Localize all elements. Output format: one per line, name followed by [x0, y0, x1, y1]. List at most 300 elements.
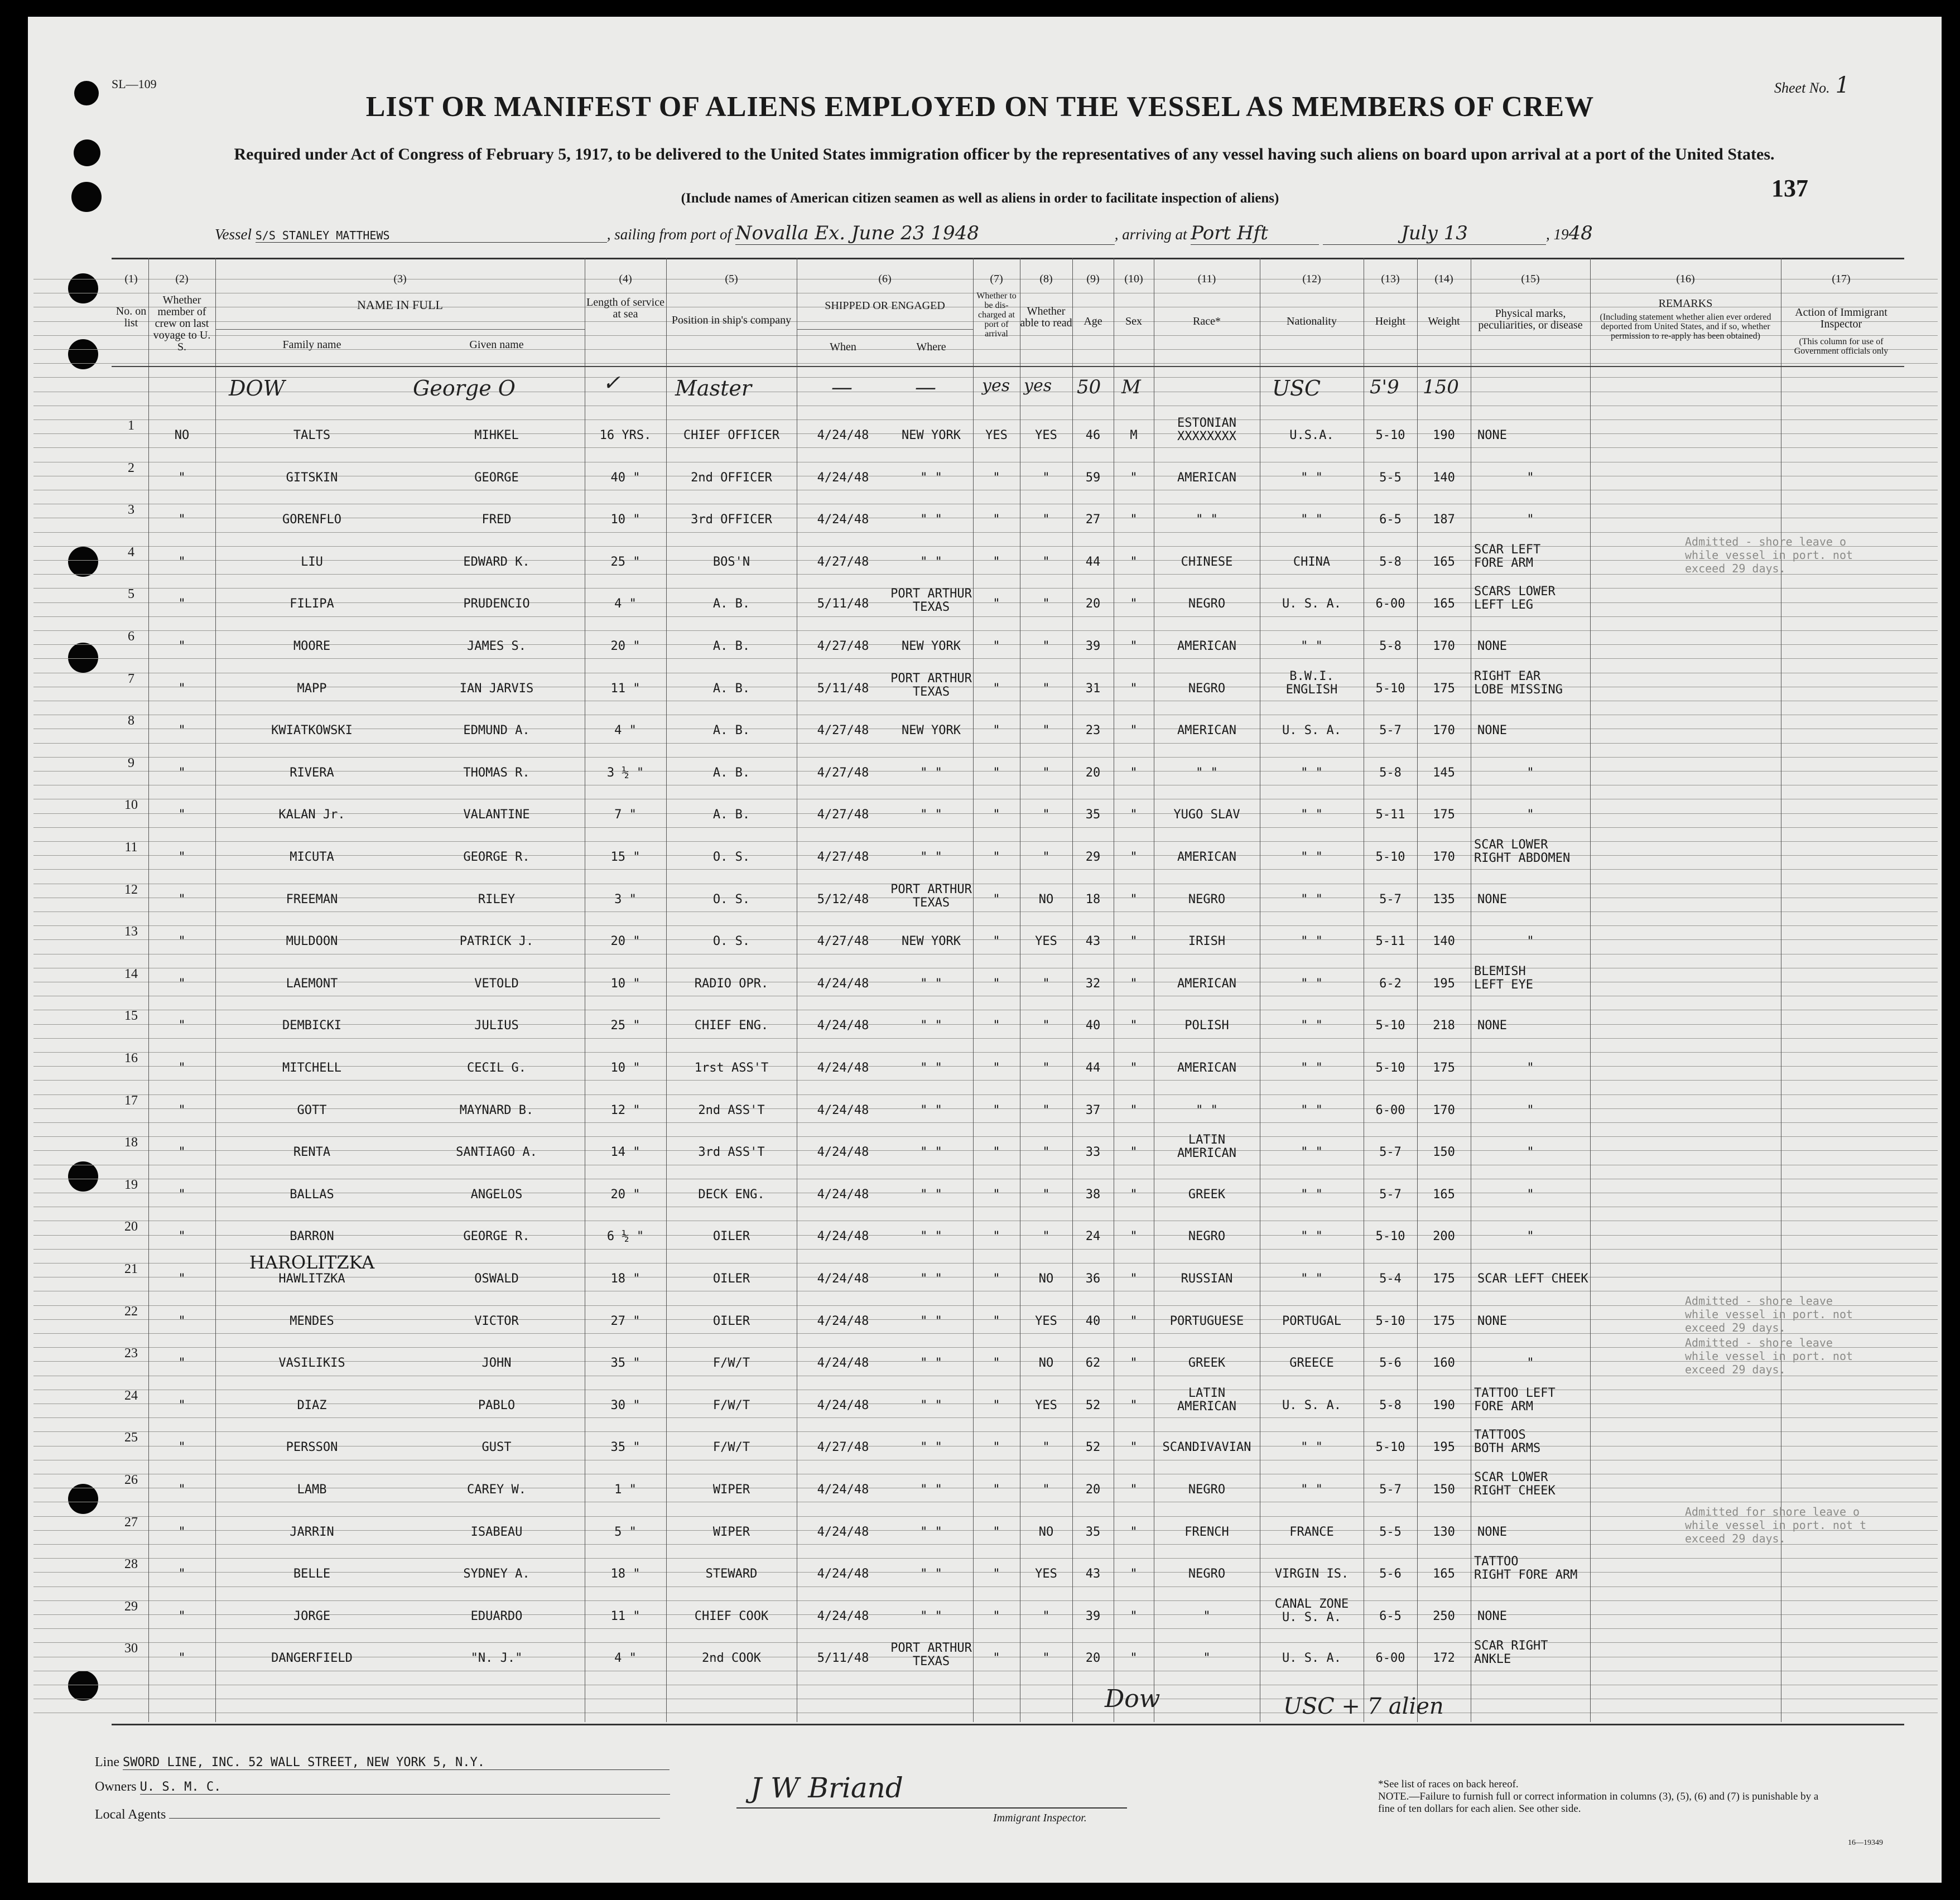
- line-label: Line: [95, 1755, 119, 1769]
- family-name: TALTS: [293, 428, 331, 442]
- col-header-position: Position in ship's company: [671, 314, 792, 326]
- able-to-read: ": [1042, 1145, 1050, 1160]
- prev-voyage: ": [178, 765, 186, 780]
- family-name: JARRIN: [290, 1525, 334, 1539]
- physical-marks: NONE: [1477, 1019, 1507, 1033]
- able-to-read: ": [1042, 1440, 1050, 1455]
- col-header-when: When: [830, 341, 856, 353]
- age: 38: [1085, 1187, 1101, 1202]
- include-note: (Include names of American citizen seamen as well as aliens in order to facilitate inspection of aliens): [681, 191, 1279, 206]
- engaged-where-2: TEXAS: [912, 600, 950, 615]
- prev-voyage: ": [178, 639, 186, 653]
- engaged-where: " ": [920, 1567, 942, 1581]
- height: 5-6: [1379, 1356, 1402, 1371]
- family-name: GITSKIN: [286, 470, 338, 485]
- engaged-where: " ": [920, 470, 942, 485]
- race: NEGRO: [1188, 892, 1226, 906]
- family-name: HAWLITZKA: [278, 1272, 345, 1286]
- service-length: 4 ": [614, 1651, 637, 1666]
- able-to-read: NO: [1038, 1272, 1054, 1286]
- row-number: 19: [124, 1177, 138, 1192]
- inspector-label: Immigrant Inspector.: [993, 1812, 1087, 1824]
- given-name: VICTOR: [474, 1314, 519, 1328]
- ruling-line: [33, 1544, 1938, 1545]
- physical-marks: ": [1526, 1229, 1534, 1244]
- sex: ": [1130, 1229, 1138, 1244]
- ruling-line: [33, 1052, 1938, 1053]
- age: 36: [1085, 1272, 1101, 1286]
- race: AMERICAN: [1177, 470, 1236, 485]
- family-name: MICUTA: [290, 850, 334, 864]
- physical-marks: ": [1526, 934, 1534, 949]
- ship-position: A. B.: [712, 639, 750, 653]
- service-length: 5 ": [614, 1525, 637, 1539]
- agents-label: Local Agents: [95, 1807, 166, 1822]
- engaged-when: 5/12/48: [817, 892, 869, 906]
- race: IRISH: [1188, 934, 1226, 949]
- family-name: MAPP: [297, 681, 327, 696]
- race: GREEK: [1188, 1356, 1226, 1371]
- col-num: (15): [1521, 273, 1540, 285]
- engaged-where: " ": [920, 1525, 942, 1539]
- prev-voyage: ": [178, 934, 186, 949]
- row-number: 1: [128, 418, 134, 433]
- print-number: 16—19349: [1848, 1839, 1883, 1847]
- age: 35: [1085, 808, 1101, 822]
- service-length: 20 ": [610, 934, 641, 949]
- physical-marks: SCAR RIGHT: [1474, 1639, 1548, 1653]
- col-num: (8): [1039, 273, 1053, 285]
- prev-voyage: ": [178, 513, 186, 527]
- nationality: PORTUGAL: [1282, 1314, 1341, 1328]
- ship-position: F/W/T: [712, 1356, 750, 1371]
- nationality-2: U. S. A.: [1282, 1610, 1341, 1624]
- height: 5-8: [1379, 554, 1402, 569]
- height: 5-8: [1379, 1398, 1402, 1412]
- weight: 165: [1433, 554, 1455, 569]
- sex: ": [1130, 1356, 1138, 1371]
- engaged-when: 4/24/48: [817, 1567, 869, 1581]
- able-to-read: YES: [1035, 1567, 1057, 1581]
- height: 5-5: [1379, 1525, 1402, 1539]
- family-name: DIAZ: [297, 1398, 327, 1412]
- master-discharged-hand: yes: [982, 376, 1010, 396]
- nationality: " ": [1301, 1187, 1323, 1202]
- height: 6-00: [1375, 1103, 1405, 1117]
- service-length: 25 ": [610, 554, 641, 569]
- physical-marks: SCAR LOWER: [1474, 838, 1548, 852]
- physical-marks: ": [1526, 470, 1534, 485]
- col-header-where: Where: [916, 341, 946, 353]
- engaged-where: PORT ARTHUR: [890, 587, 972, 601]
- weight: 170: [1433, 724, 1455, 738]
- ruling-line: [33, 1122, 1938, 1123]
- race: ": [1203, 1651, 1211, 1666]
- able-to-read: ": [1042, 850, 1050, 864]
- discharged: ": [993, 1272, 1000, 1286]
- master-height-hand: 5'9: [1370, 376, 1399, 398]
- row-number: 26: [124, 1473, 138, 1487]
- prev-voyage: ": [178, 1103, 186, 1117]
- ruling-line: [33, 1586, 1938, 1587]
- sex: ": [1130, 808, 1138, 822]
- service-length: 4 ": [614, 597, 637, 611]
- row-number: 23: [124, 1346, 138, 1361]
- age: 23: [1085, 724, 1101, 738]
- ruling-line: [33, 1249, 1938, 1250]
- ruling-line: [33, 1642, 1938, 1643]
- age: 40: [1085, 1314, 1101, 1328]
- stamp-line: while vessel in port. not: [1685, 1349, 1853, 1363]
- service-length: 18 ": [610, 1567, 641, 1581]
- ship-position: A. B.: [712, 765, 750, 780]
- ship-position: DECK ENG.: [698, 1187, 765, 1202]
- subheader-divider: [215, 329, 585, 330]
- binder-hole: [68, 643, 98, 673]
- sex: ": [1130, 1398, 1138, 1412]
- service-length: 25 ": [610, 1019, 641, 1033]
- col-header-given: Given name: [469, 339, 524, 351]
- race: " ": [1196, 513, 1218, 527]
- sex: ": [1130, 1314, 1138, 1328]
- prev-voyage: ": [178, 1229, 186, 1244]
- row-number: 5: [128, 587, 134, 602]
- sex: ": [1130, 765, 1138, 780]
- vessel-label: Vessel: [215, 226, 252, 243]
- engaged-where-2: TEXAS: [912, 1655, 950, 1669]
- family-name: GOTT: [297, 1103, 327, 1117]
- subheader-divider: [797, 329, 973, 330]
- master-weight-hand: 150: [1423, 376, 1459, 398]
- given-name: GEORGE R.: [463, 850, 530, 864]
- ship-position: 2nd OFFICER: [691, 470, 772, 485]
- age: 24: [1085, 1229, 1101, 1244]
- race: FRENCH: [1184, 1525, 1229, 1539]
- crew-count-hand: USC + 7 alien: [1283, 1694, 1444, 1719]
- height: 5-10: [1375, 850, 1405, 864]
- engaged-when: 4/24/48: [817, 1229, 869, 1244]
- given-name: MAYNARD B.: [459, 1103, 534, 1117]
- height: 5-10: [1375, 1314, 1405, 1328]
- prev-voyage: ": [178, 1272, 186, 1286]
- discharged: ": [993, 681, 1000, 696]
- col-num: (2): [175, 273, 189, 285]
- given-name: PRUDENCIO: [463, 597, 530, 611]
- physical-marks: SCAR LEFT: [1474, 542, 1541, 557]
- age: 44: [1085, 554, 1101, 569]
- age: 20: [1085, 765, 1101, 780]
- year-prefix: , 19: [1546, 226, 1569, 243]
- master-where-hand: —: [915, 375, 936, 399]
- service-length: 7 ": [614, 808, 637, 822]
- weight: 160: [1433, 1356, 1455, 1371]
- ship-position: 3rd ASS'T: [698, 1145, 765, 1160]
- sex: ": [1130, 681, 1138, 696]
- given-name: JOHN: [481, 1356, 512, 1371]
- arriving-date-hand: July 13: [1323, 222, 1546, 245]
- service-length: 20 ": [610, 1187, 641, 1202]
- stamp-line: while vessel in port. not: [1685, 548, 1853, 562]
- physical-marks: ": [1526, 1356, 1534, 1371]
- col-header-name: NAME IN FULL: [357, 298, 443, 312]
- family-name: PERSSON: [286, 1440, 338, 1455]
- weight: 190: [1433, 1398, 1455, 1412]
- given-name: PABLO: [478, 1398, 516, 1412]
- col-num: (11): [1197, 273, 1216, 285]
- stamp-line: Admitted for shore leave o: [1685, 1504, 1860, 1518]
- page-subtitle: Required under Act of Congress of February 5, 1917, to be delivered to the United States immigration officer by the representatives of any vessel having such aliens on board upon arrival at a port of the United States.: [234, 145, 1775, 163]
- race: RUSSIAN: [1181, 1272, 1233, 1286]
- ruling-line: [33, 1417, 1938, 1418]
- service-length: 4 ": [614, 724, 637, 738]
- sex: ": [1130, 1567, 1138, 1581]
- ship-position: WIPER: [712, 1483, 750, 1497]
- ship-position: A. B.: [712, 681, 750, 696]
- engaged-where: " ": [920, 1609, 942, 1623]
- discharged: ": [993, 1019, 1000, 1033]
- physical-marks: TATTOO: [1474, 1555, 1519, 1569]
- weight: 170: [1433, 1103, 1455, 1117]
- nationality-2: ENGLISH: [1285, 682, 1338, 697]
- prev-voyage: ": [178, 1609, 186, 1623]
- stamp-line: Admitted - shore leave: [1685, 1294, 1833, 1308]
- height: 5-11: [1375, 808, 1405, 822]
- physical-marks: SCAR LOWER: [1474, 1470, 1548, 1484]
- row-number: 25: [124, 1430, 138, 1445]
- row-number: 4: [128, 544, 134, 560]
- weight: 175: [1433, 1314, 1455, 1328]
- sex: ": [1130, 1019, 1138, 1033]
- row-number: 18: [124, 1135, 138, 1150]
- signature-line: [736, 1807, 1127, 1809]
- engaged-when: 4/24/48: [817, 513, 869, 527]
- owners-value: U. S. M. C.: [140, 1780, 670, 1795]
- height: 5-10: [1375, 1229, 1405, 1244]
- service-length: 27 ": [610, 1314, 641, 1328]
- able-to-read: ": [1042, 1019, 1050, 1033]
- weight: 172: [1433, 1651, 1455, 1666]
- given-name: EDUARDO: [470, 1609, 523, 1623]
- prev-voyage: ": [178, 470, 186, 485]
- given-name: RILEY: [478, 892, 516, 906]
- physical-marks-2: LEFT EYE: [1474, 977, 1533, 992]
- ship-position: CHIEF COOK: [694, 1609, 769, 1623]
- prev-voyage: ": [178, 724, 186, 738]
- footnotes: [1378, 1778, 1836, 1815]
- master-count-hand: Dow: [1105, 1685, 1160, 1713]
- engaged-where-2: TEXAS: [912, 684, 950, 699]
- engaged-where: " ": [920, 976, 942, 991]
- ship-position: O. S.: [712, 892, 750, 906]
- race: POLISH: [1184, 1019, 1229, 1033]
- engaged-when: 4/24/48: [817, 1314, 869, 1328]
- weight: 175: [1433, 808, 1455, 822]
- nationality: " ": [1301, 1061, 1323, 1075]
- nationality: " ": [1301, 1272, 1323, 1286]
- row-number: 22: [124, 1304, 138, 1319]
- engaged-where: " ": [920, 1483, 942, 1497]
- ruling-line: [33, 1600, 1938, 1601]
- engaged-when: 4/24/48: [817, 1145, 869, 1160]
- age: 43: [1085, 1567, 1101, 1581]
- sailing-label: , sailing from port of: [606, 226, 732, 243]
- discharged: ": [993, 597, 1000, 611]
- ship-position: 2nd COOK: [702, 1651, 761, 1666]
- col-num: (9): [1086, 273, 1100, 285]
- given-name: CECIL G.: [467, 1061, 526, 1075]
- nationality: " ": [1301, 513, 1323, 527]
- physical-marks: ": [1526, 1145, 1534, 1160]
- row-number: 21: [124, 1262, 138, 1276]
- able-to-read: ": [1042, 808, 1050, 822]
- height: 5-5: [1379, 470, 1402, 485]
- engaged-when: 4/24/48: [817, 1609, 869, 1623]
- prev-voyage: ": [178, 1483, 186, 1497]
- col-header-action: Action of Immigrant Inspector: [1795, 306, 1887, 330]
- service-length: 10 ": [610, 1061, 641, 1075]
- weight: 218: [1433, 1019, 1455, 1033]
- physical-marks: ": [1526, 808, 1534, 822]
- discharged: YES: [985, 428, 1008, 442]
- physical-marks: NONE: [1477, 1525, 1507, 1539]
- discharged: ": [993, 470, 1000, 485]
- family-name: FREEMAN: [286, 892, 338, 906]
- prev-voyage: ": [178, 1651, 186, 1666]
- engaged-when: 4/24/48: [817, 1483, 869, 1497]
- given-name: PATRICK J.: [459, 934, 534, 949]
- race: NEGRO: [1188, 681, 1226, 696]
- height: 5-10: [1375, 1019, 1405, 1033]
- given-name: VETOLD: [474, 976, 519, 991]
- ship-position: F/W/T: [712, 1398, 750, 1412]
- engaged-where: " ": [920, 1398, 942, 1412]
- race: AMERICAN: [1177, 639, 1236, 653]
- row-number: 10: [124, 798, 138, 813]
- engaged-when: 4/24/48: [817, 1398, 869, 1412]
- master-position-hand: Master: [675, 376, 752, 401]
- footer-owners: [95, 1780, 670, 1795]
- sex: ": [1130, 976, 1138, 991]
- family-name: MENDES: [290, 1314, 334, 1328]
- stamp-line: Admitted - shore leave o: [1685, 534, 1846, 548]
- race: LATIN: [1188, 1133, 1226, 1147]
- given-name: SANTIAGO A.: [456, 1145, 537, 1160]
- ruling-line: [33, 1080, 1938, 1081]
- ruling-line: [33, 1136, 1938, 1137]
- given-name: JAMES S.: [467, 639, 526, 653]
- nationality: FRANCE: [1289, 1525, 1334, 1539]
- shore-leave-stamp: [1685, 1336, 1853, 1376]
- engaged-when: 4/24/48: [817, 1272, 869, 1286]
- given-name: GEORGE: [474, 470, 519, 485]
- ruling-line: [33, 827, 1938, 828]
- ship-position: OILER: [712, 1272, 750, 1286]
- family-name: DEMBICKI: [282, 1019, 341, 1033]
- nationality: U.S.A.: [1289, 428, 1334, 442]
- age: 39: [1085, 1609, 1101, 1623]
- family-name: LAEMONT: [286, 976, 338, 991]
- row-number: 17: [124, 1093, 138, 1108]
- service-length: 18 ": [610, 1272, 641, 1286]
- nationality: " ": [1301, 850, 1323, 864]
- engaged-when: 4/27/48: [817, 850, 869, 864]
- weight: 135: [1433, 892, 1455, 906]
- ship-position: O. S.: [712, 934, 750, 949]
- given-name: THOMAS R.: [463, 765, 530, 780]
- race: NEGRO: [1188, 1483, 1226, 1497]
- engaged-where: NEW YORK: [902, 428, 961, 442]
- age: 52: [1085, 1398, 1101, 1412]
- vessel-name: S/S STANLEY MATTHEWS: [256, 229, 607, 243]
- weight: 195: [1433, 1440, 1455, 1455]
- ship-position: CHIEF ENG.: [694, 1019, 769, 1033]
- height: 5-8: [1379, 765, 1402, 780]
- family-name: MOORE: [293, 639, 331, 653]
- age: 43: [1085, 934, 1101, 949]
- discharged: ": [993, 934, 1000, 949]
- prev-voyage: ": [178, 1145, 186, 1160]
- sex: ": [1130, 513, 1138, 527]
- col-header-no: No. on list: [115, 305, 147, 329]
- engaged-when: 4/27/48: [817, 808, 869, 822]
- ruling-line: [33, 1516, 1938, 1517]
- age: 18: [1085, 892, 1101, 906]
- race-2: AMERICAN: [1177, 1399, 1236, 1414]
- engaged-when: 5/11/48: [817, 681, 869, 696]
- stamp-line: exceed 29 days.: [1685, 561, 1786, 575]
- ship-position: OILER: [712, 1314, 750, 1328]
- col-header-family: Family name: [282, 339, 341, 351]
- weight: 175: [1433, 681, 1455, 696]
- family-name-hand: HAROLITZKA: [249, 1252, 375, 1273]
- family-name: MITCHELL: [282, 1061, 341, 1075]
- col-header-prev: Whether member of crew on last voyage to U. S.: [153, 294, 211, 353]
- engaged-when: 5/11/48: [817, 597, 869, 611]
- weight: 175: [1433, 1272, 1455, 1286]
- master-nationality-hand: USC: [1272, 376, 1321, 401]
- weight: 140: [1433, 470, 1455, 485]
- prev-voyage: ": [178, 850, 186, 864]
- master-when-hand: —: [831, 375, 853, 399]
- physical-marks: SCARS LOWER: [1474, 585, 1556, 599]
- ship-position: F/W/T: [712, 1440, 750, 1455]
- family-name: JORGE: [293, 1609, 331, 1623]
- age: 29: [1085, 850, 1101, 864]
- ship-position: A. B.: [712, 597, 750, 611]
- age: 32: [1085, 976, 1101, 991]
- ruling-line: [33, 757, 1938, 758]
- physical-marks: NONE: [1477, 1609, 1507, 1623]
- ship-position: WIPER: [712, 1525, 750, 1539]
- age: 40: [1085, 1019, 1101, 1033]
- nationality: " ": [1301, 808, 1323, 822]
- sex: M: [1130, 428, 1138, 442]
- race-2: XXXXXXXX: [1177, 430, 1236, 443]
- physical-marks-2: RIGHT CHEEK: [1474, 1484, 1556, 1498]
- engaged-when: 4/24/48: [817, 1356, 869, 1371]
- engaged-when: 4/27/48: [817, 724, 869, 738]
- service-length: 12 ": [610, 1103, 641, 1117]
- prev-voyage: ": [178, 1398, 186, 1412]
- engaged-where: " ": [920, 1145, 942, 1160]
- age: 33: [1085, 1145, 1101, 1160]
- given-name: GUST: [481, 1440, 512, 1455]
- nationality: " ": [1301, 1483, 1323, 1497]
- sailing-port-hand: Novalla Ex. June 23 1948: [735, 222, 1115, 245]
- family-name: BELLE: [293, 1567, 331, 1581]
- row-number: 2: [128, 460, 134, 475]
- nationality: U. S. A.: [1282, 1398, 1341, 1412]
